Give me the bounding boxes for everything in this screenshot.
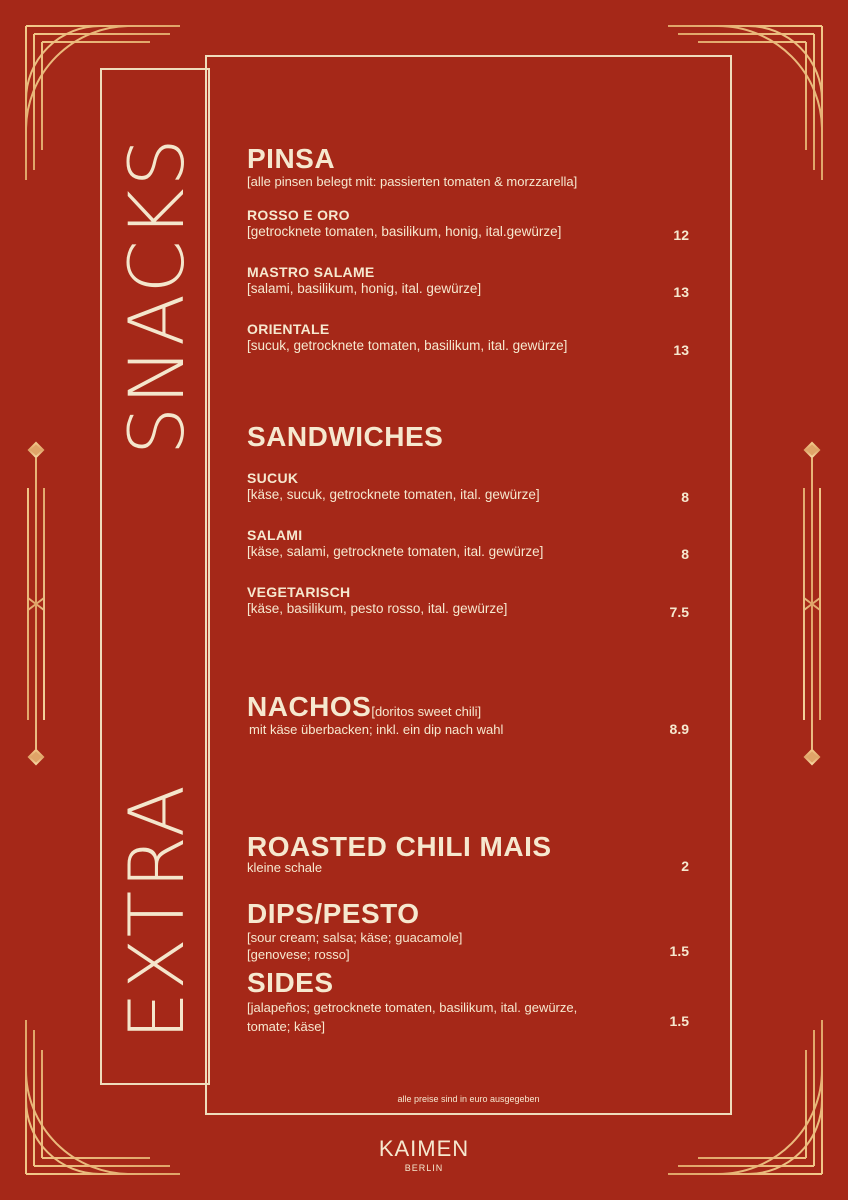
item-desc: [genovese; rosso] (247, 947, 350, 962)
item-price: 2 (681, 858, 689, 874)
item-price: 13 (673, 342, 689, 358)
section-title: SANDWICHES (247, 421, 444, 452)
item-price: 8.9 (669, 721, 689, 737)
item-name: VEGETARISCH (247, 584, 351, 600)
item-price: 1.5 (669, 1013, 689, 1029)
vertical-title-extra: EXTRA (112, 783, 201, 1040)
sides-section (247, 968, 689, 1036)
item-price: 1.5 (669, 943, 689, 959)
menu-item (247, 264, 689, 298)
item-desc: [sucuk, getrocknete tomaten, basilikum, ital. gewürze] (247, 338, 568, 353)
sandwiches-section (247, 422, 689, 452)
brand-logo: KAIMEN (378, 1136, 470, 1161)
item-desc: mit käse überbacken; inkl. ein dip nach wahl (249, 722, 504, 737)
section-subtitle: [alle pinsen belegt mit: passierten tomaten & morzzarella] (247, 174, 578, 189)
item-desc: tomate; käse] (247, 1019, 326, 1034)
menu-item (247, 207, 689, 241)
section-title: SIDES (247, 967, 334, 998)
item-desc: [sour cream; salsa; käse; guacamole] (247, 930, 463, 945)
item-name: ORIENTALE (247, 321, 330, 337)
section-title-note: [doritos sweet chili] (371, 704, 482, 719)
item-name: SALAMI (247, 527, 303, 543)
item-price: 13 (673, 284, 689, 300)
menu-item (247, 470, 689, 504)
brand-subtitle: BERLIN (404, 1163, 444, 1173)
item-name: MASTRO SALAME (247, 264, 375, 280)
item-name: ROSSO E ORO (247, 207, 350, 223)
item-price: 8 (681, 489, 689, 505)
section-title: ROASTED CHILI MAIS (247, 831, 552, 862)
item-desc: [getrocknete tomaten, basilikum, honig, ital.gewürze] (247, 224, 562, 239)
item-desc: [salami, basilikum, honig, ital. gewürze] (247, 281, 482, 296)
menu-item (247, 584, 689, 618)
vertical-title (112, 136, 201, 1040)
dips-section (247, 899, 689, 963)
menu-item (247, 527, 689, 561)
item-desc: [käse, basilikum, pesto rosso, ital. gewürze] (247, 601, 508, 616)
section-title: DIPS/PESTO (247, 898, 420, 929)
nachos-section (247, 692, 689, 738)
section-title: PINSA (247, 143, 336, 174)
pinsa-section (247, 144, 689, 190)
item-price: 7.5 (669, 604, 689, 620)
item-desc: [jalapeños; getrocknete tomaten, basilikum, ital. gewürze, (247, 1000, 578, 1015)
item-name: SUCUK (247, 470, 299, 486)
item-price: 12 (673, 227, 689, 243)
item-desc: [käse, salami, getrocknete tomaten, ital. gewürze] (247, 544, 544, 559)
item-desc: [käse, sucuk, getrocknete tomaten, ital. gewürze] (247, 487, 540, 502)
section-title: NACHOS (247, 691, 372, 722)
item-price: 8 (681, 546, 689, 562)
price-note: alle preise sind in euro ausgegeben (397, 1094, 540, 1104)
vertical-title-snacks: SNACKS (112, 136, 201, 456)
menu-item (247, 321, 689, 358)
item-desc: kleine schale (247, 860, 323, 875)
chili-mais-section (247, 832, 689, 874)
